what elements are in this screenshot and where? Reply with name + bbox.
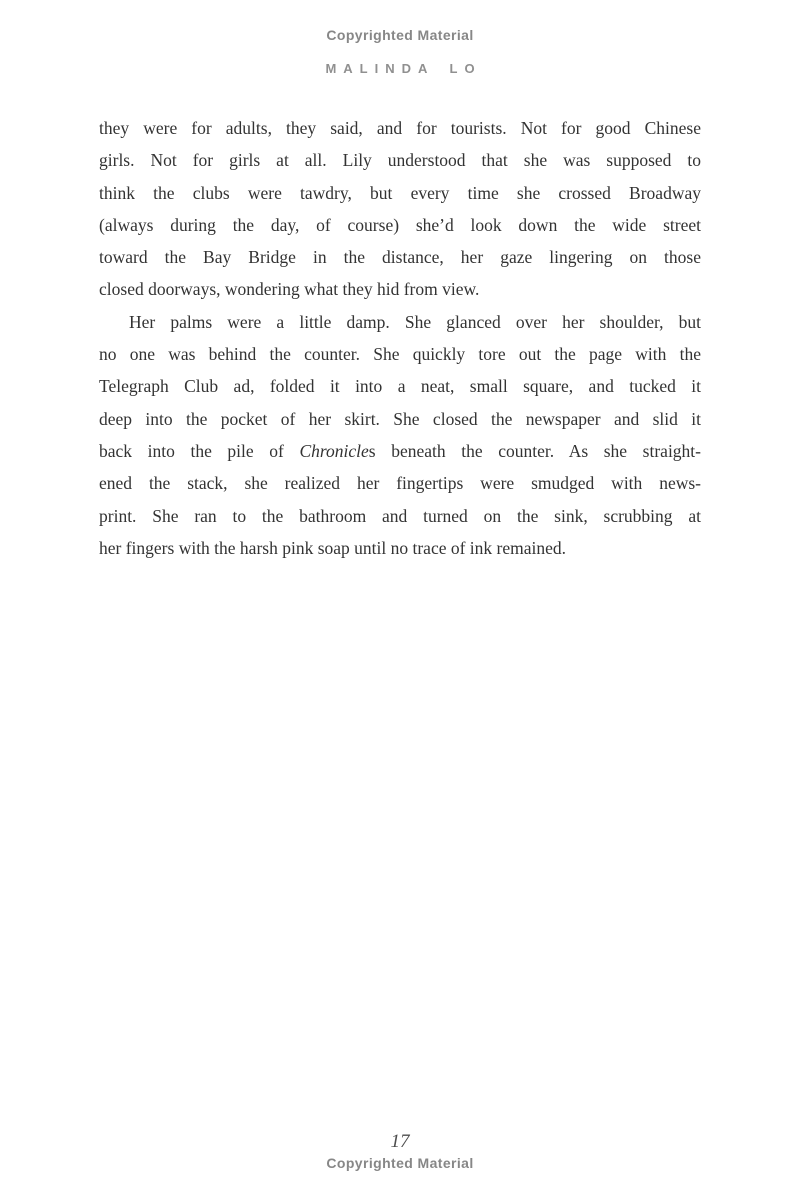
text-line	[99, 403, 701, 435]
text-line	[99, 338, 701, 370]
page-body	[99, 112, 701, 564]
text-segment: no one was behind the counter. She quickly tore out the page with the	[99, 344, 701, 365]
text-segment: s beneath the counter. As she straight-	[368, 440, 701, 461]
page-number: 17	[390, 1131, 410, 1152]
text-line	[99, 177, 701, 209]
text-segment: think the clubs were tawdry, but every time she crossed Broadway	[99, 182, 701, 203]
text-segment: closed doorways, wondering what they hid from view.	[99, 279, 480, 300]
text-line	[99, 209, 701, 241]
text-segment: print. She ran to the bathroom and turned on the sink, scrubbing at	[99, 505, 701, 526]
running-header-author: MALINDA LO	[325, 61, 482, 76]
italic-publication-name: Chronicle	[299, 440, 369, 461]
text-segment: deep into the pocket of her skirt. She closed the newspaper and slid it	[99, 408, 701, 429]
text-segment: ened the stack, she realized her fingertips were smudged with news-	[99, 473, 701, 494]
text-segment: her fingers with the harsh pink soap until no trace of ink remained.	[99, 537, 567, 558]
copyright-notice-top: Copyrighted Material	[326, 27, 474, 43]
text-segment: girls. Not for girls at all. Lily understood that she was supposed to	[99, 150, 701, 171]
text-line	[99, 144, 701, 176]
text-segment: Her palms were a little damp. She glanced over her shoulder, but	[129, 311, 701, 332]
text-line	[99, 500, 701, 532]
text-line	[99, 370, 701, 402]
body-paragraph	[99, 112, 701, 306]
text-line	[99, 306, 701, 338]
text-line	[99, 467, 701, 499]
text-line	[99, 435, 701, 467]
text-segment: back into the pile of	[99, 440, 300, 461]
copyright-notice-bottom: Copyrighted Material	[326, 1155, 474, 1171]
text-segment: (always during the day, of course) she’d look down the wide street	[99, 214, 701, 235]
text-segment: Telegraph Club ad, folded it into a neat, small square, and tucked it	[99, 376, 701, 397]
body-paragraph	[99, 306, 701, 564]
text-segment: they were for adults, they said, and for tourists. Not for good Chinese	[99, 118, 701, 138]
text-line	[99, 112, 701, 144]
text-segment: toward the Bay Bridge in the distance, her gaze lingering on those	[99, 247, 701, 268]
text-line	[99, 241, 701, 273]
text-line	[99, 532, 701, 564]
text-line	[99, 273, 701, 305]
